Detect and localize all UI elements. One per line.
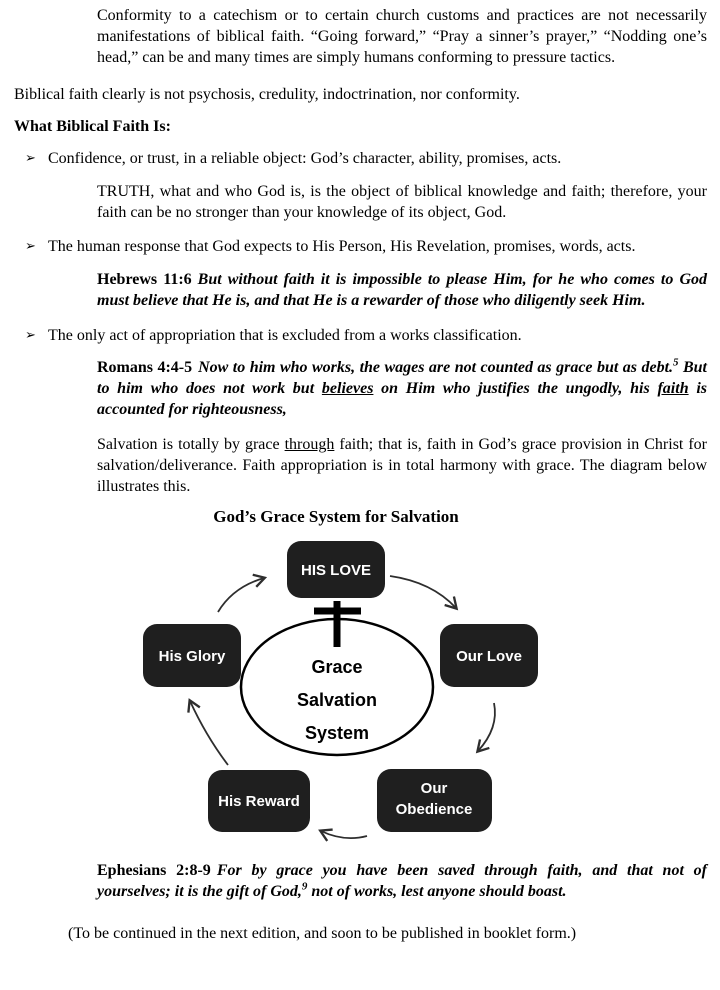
node-our-obedience <box>377 769 492 832</box>
arrow-ourlove-to-obedience <box>478 703 495 751</box>
arrow-glory-to-love <box>218 578 264 612</box>
node-his-love <box>287 541 385 598</box>
scripture-reference: Romans 4:4-5 <box>97 359 193 376</box>
center-label-line3: System <box>304 723 370 743</box>
intro-paragraph: Conformity to a catechism or to certain church customs and practices are not necessarily manifestations of biblical faith. “Going forward,” “Pray a sinner’s prayer,” “Nodding one’s head,” can be and many times are simply humans conforming to pressure tactics. <box>97 7 707 66</box>
cross-horizontal-bar <box>314 608 361 615</box>
bullet-text: Confidence, or trust, in a reliable object: God’s character, ability, promises, acts. <box>48 150 562 167</box>
scripture-reference: Hebrews 11:6 <box>97 271 192 288</box>
scripture-text: But without faith it is impossible to please Him, for he who comes to God must believe that He is, and that He is a rewarder of those who diligently seek Him. <box>97 271 707 309</box>
scripture-text: But to him who does not work but <box>97 359 707 397</box>
node-his-reward <box>208 770 310 832</box>
truth-paragraph: TRUTH, what and who God is, is the object of biblical knowledge and faith; therefore, your faith can be no stronger than your knowledge of its object, God. <box>97 183 707 221</box>
underlined-word: through <box>284 436 335 453</box>
arrowhead-bullet-icon: ➢ <box>25 328 36 343</box>
arrow-love-to-ourlove <box>390 576 456 608</box>
node-label: Our Love <box>456 648 522 665</box>
grace-system-diagram <box>0 532 720 850</box>
bullet-text: The human response that God expects to His Person, His Revelation, promises, words, acts. <box>48 238 636 255</box>
arrow-reward-to-glory <box>190 701 228 765</box>
node-label: His Reward <box>218 793 300 810</box>
node-his-glory <box>143 624 241 687</box>
bullet-item-confidence <box>25 148 707 169</box>
scripture-text: on Him who justifies the ungodly, his <box>373 380 658 397</box>
salvation-paragraph <box>97 434 707 497</box>
node-label: Obedience <box>395 801 473 818</box>
continuation-note: (To be continued in the next edition, and soon to be published in booklet form.) <box>68 925 577 942</box>
node-our-love <box>440 624 538 687</box>
diagram-title: God’s Grace System for Salvation <box>213 507 459 526</box>
center-label-line2: Salvation <box>296 690 378 710</box>
bullet-text: The only act of appropriation that is excluded from a works classification. <box>48 327 522 344</box>
romans-quote <box>97 357 707 420</box>
arrowhead-bullet-icon: ➢ <box>25 151 36 166</box>
scripture-text: not of works, lest anyone should boast. <box>307 883 567 900</box>
bullet-item-appropriation <box>25 325 707 346</box>
not-statement: Biblical faith clearly is not psychosis, credulity, indoctrination, nor conformity. <box>14 86 520 103</box>
center-label-line1: Grace <box>311 657 363 677</box>
hebrews-quote <box>97 269 707 311</box>
scripture-reference: Ephesians 2:8-9 <box>97 862 211 879</box>
section-heading: What Biblical Faith Is: <box>14 118 171 135</box>
footnote-marker: 5 <box>673 356 679 369</box>
scripture-text: For by grace you have been saved through faith, and that not of yourselves; it is the gift of God, <box>97 862 708 900</box>
paragraph-text: Salvation is totally by grace <box>97 436 285 453</box>
arrow-obedience-to-reward <box>321 831 367 838</box>
underlined-word: believes <box>321 380 374 397</box>
footnote-marker: 9 <box>301 880 308 893</box>
node-label: HIS LOVE <box>300 562 372 579</box>
ephesians-quote <box>97 860 707 902</box>
underlined-word: faith <box>657 380 689 397</box>
node-label: His Glory <box>158 648 226 665</box>
paragraph-text: faith; that is, faith in God’s grace provision in Christ for salvation/deliverance. Faith appropriation is in total harmony with grace. The diagram below illustrates this. <box>97 436 708 495</box>
node-label: Our <box>420 780 448 797</box>
scripture-text: Now to him who works, the wages are not counted as grace but as debt. <box>198 359 674 376</box>
scripture-text: is accounted for righteousness, <box>97 380 708 418</box>
bullet-item-human-response <box>25 236 707 257</box>
arrowhead-bullet-icon: ➢ <box>25 239 36 254</box>
